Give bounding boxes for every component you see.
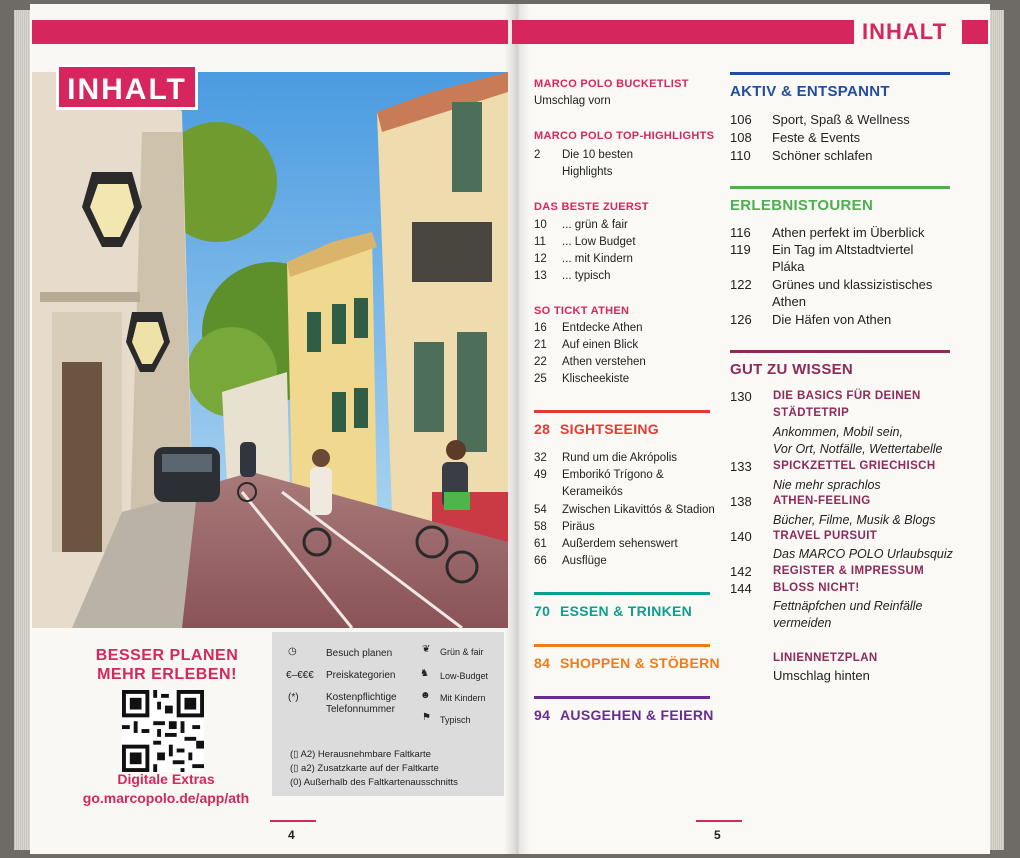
toc-row-num: 142 — [730, 564, 752, 579]
toc-row-title: Außerdem sehenswert — [562, 538, 678, 550]
toc-row-num: 66 — [534, 555, 547, 567]
toc-row-title: Sport, Spaß & Wellness — [772, 112, 910, 127]
toc-row-num: 126 — [730, 312, 752, 327]
shoppen-title[interactable]: SHOPPEN & STÖBERN — [560, 655, 720, 671]
toc-row-title: Auf einen Blick — [562, 339, 639, 351]
ausgehen-num[interactable]: 94 — [534, 707, 551, 723]
toc-row-num: 119 — [730, 242, 751, 257]
toc-row-title: Emborikó Trígono & — [562, 469, 664, 481]
legend-ref-2: (▯ a2) Zusatzkarte auf der Faltkarte — [290, 763, 439, 774]
sightseeing-rule — [534, 410, 710, 413]
toc-row[interactable] — [534, 269, 694, 284]
toc-row[interactable] — [534, 218, 694, 233]
wissen-basics[interactable]: DIE BASICS FÜR DEINEN — [773, 390, 921, 402]
shoppen-rule — [534, 644, 710, 647]
shoppen-num[interactable]: 84 — [534, 655, 551, 671]
page-number-left: 4 — [288, 828, 295, 842]
toc-row-title: Zwischen Likavittós & Stadion — [562, 504, 715, 516]
toc-row[interactable] — [534, 520, 710, 535]
toc-row-title: Die 10 besten — [562, 149, 633, 161]
toc-row[interactable] — [534, 94, 694, 109]
wissen-bloss-nicht[interactable]: BLOSS NICHT! — [773, 582, 860, 594]
toc-row-num: 16 — [534, 322, 547, 334]
plan-title-line-2: MEHR ERLEBEN! — [97, 666, 237, 683]
toc-head-highlights[interactable]: MARCO POLO TOP-HIGHLIGHTS — [534, 130, 715, 142]
wissen-pursuit-sub: Das MARCO POLO Urlaubsquiz — [773, 547, 953, 561]
toc-row-num: 10 — [534, 219, 547, 231]
toc-row-num: 54 — [534, 504, 547, 516]
legend-telefon: Kostenpflichtige Telefonnummer — [326, 692, 397, 715]
essen-num[interactable]: 70 — [534, 603, 551, 619]
phone-symbol: (*) — [288, 692, 299, 703]
toc-row[interactable] — [534, 252, 694, 267]
athens-street-photo — [32, 72, 508, 628]
wissen-num — [730, 493, 770, 510]
toc-row-title: Schöner schlafen — [772, 148, 873, 163]
toc-head-bucketlist[interactable]: MARCO POLO BUCKETLIST — [534, 78, 689, 90]
wissen-rule — [730, 350, 950, 353]
toc-row[interactable] — [730, 276, 950, 293]
toc-row-title: Feste & Events — [772, 130, 861, 145]
header-bar-left — [32, 20, 508, 44]
page-number-line-left — [270, 820, 316, 822]
toc-row-title: Rund um die Akrópolis — [562, 452, 678, 464]
wissen-bloss-nicht-sub-2: vermeiden — [773, 616, 832, 630]
essen-title[interactable]: ESSEN & TRINKEN — [560, 603, 693, 619]
toc-row-num: 138 — [730, 494, 752, 509]
toc-row-title: Entdecke Athen — [562, 322, 643, 334]
flag-icon: ⚑ — [422, 712, 431, 723]
ausgehen-title[interactable]: AUSGEHEN & FEIERN — [560, 707, 714, 723]
toc-row-title: ... typisch — [562, 270, 611, 282]
header-title-right: INHALT — [862, 19, 948, 44]
toc-row[interactable] — [534, 537, 710, 552]
toc-row-num: 116 — [730, 225, 751, 240]
plan-title-line-1: BESSER PLANEN — [95, 647, 239, 664]
toc-row-title: Kerameikós — [562, 486, 623, 498]
toc-row[interactable] — [730, 147, 950, 164]
page-number-right: 5 — [714, 828, 721, 842]
wissen-feeling[interactable]: ATHEN-FEELING — [773, 495, 871, 507]
erlebnis-rule — [730, 186, 950, 189]
toc-row-num: 21 — [534, 339, 547, 351]
page-number-line-right — [696, 820, 742, 822]
toc-row[interactable] — [730, 311, 950, 328]
liniennetzplan-sub: Umschlag hinten — [773, 668, 870, 683]
toc-row-title: Athen verstehen — [562, 356, 646, 368]
toc-row[interactable] — [730, 111, 950, 128]
digital-extras-url[interactable]: go.marcopolo.de/app/ath — [82, 790, 250, 806]
toc-row[interactable] — [730, 241, 950, 258]
toc-row-num: 130 — [730, 389, 752, 404]
toc-row[interactable] — [730, 293, 950, 310]
toc-row-title: ... grün & fair — [562, 219, 628, 231]
wissen-num — [730, 458, 770, 475]
toc-row-num: 144 — [730, 581, 752, 596]
plan-title — [82, 646, 252, 684]
wissen-basics-sub-1: Ankommen, Mobil sein, — [773, 425, 903, 439]
essen-rule — [534, 592, 710, 595]
toc-row-num: 12 — [534, 253, 547, 265]
wissen-title[interactable]: GUT ZU WISSEN — [730, 361, 854, 378]
digital-extras-title: Digitale Extras — [117, 771, 215, 787]
wissen-spickzettel[interactable]: SPICKZETTEL GRIECHISCH — [773, 460, 936, 472]
legend-besuch: Besuch planen — [326, 648, 393, 659]
toc-row-title: ... Low Budget — [562, 236, 636, 248]
toc-row-num: 25 — [534, 373, 547, 385]
legend-box — [272, 632, 504, 796]
toc-row[interactable] — [534, 451, 710, 466]
toc-row[interactable] — [534, 485, 710, 500]
toc-row[interactable] — [534, 321, 694, 336]
sightseeing-title[interactable]: SIGHTSEEING — [560, 421, 659, 437]
clock-icon: ◷ — [288, 646, 297, 657]
aktiv-rule — [730, 72, 950, 75]
children-icon: ☻ — [420, 690, 431, 701]
sightseeing-num[interactable]: 28 — [534, 421, 551, 437]
wissen-num — [730, 563, 770, 580]
qr-code-icon[interactable] — [122, 690, 204, 772]
toc-row-num: 13 — [534, 270, 547, 282]
toc-row[interactable] — [534, 372, 694, 387]
toc-row-title: Piräus — [562, 521, 595, 533]
wissen-basics-2[interactable]: STÄDTETRIP — [773, 407, 850, 419]
wissen-num — [730, 580, 770, 597]
toc-row[interactable] — [730, 129, 950, 146]
piggy-bank-icon: ♞ — [420, 668, 429, 679]
toc-row[interactable] — [534, 338, 694, 353]
toc-row-title: Athen perfekt im Überblick — [772, 225, 925, 240]
toc-row-title: Ausflüge — [562, 555, 607, 567]
digital-extras — [56, 770, 276, 808]
toc-row[interactable] — [534, 468, 710, 483]
inhalt-badge: INHALT — [56, 64, 198, 110]
toc-row[interactable] — [730, 224, 950, 241]
ausgehen-rule — [534, 696, 710, 699]
wissen-pursuit[interactable]: TRAVEL PURSUIT — [773, 530, 878, 542]
aktiv-title[interactable]: AKTIV & ENTSPANNT — [730, 83, 890, 100]
toc-row-num: 140 — [730, 529, 752, 544]
toc-row[interactable] — [534, 165, 694, 180]
toc-row-num: 61 — [534, 538, 547, 550]
wissen-num — [730, 528, 770, 545]
toc-head-das-beste[interactable]: DAS BESTE ZUERST — [534, 201, 649, 213]
toc-row[interactable] — [534, 235, 694, 250]
header-bar-right — [512, 20, 854, 44]
legend-preis: Preiskategorien — [326, 670, 396, 681]
page-edges-right — [990, 10, 1004, 850]
leaf-icon: ❦ — [422, 644, 431, 655]
toc-row[interactable] — [730, 258, 950, 275]
toc-row[interactable] — [534, 148, 694, 163]
toc-row-num: 2 — [534, 149, 541, 161]
toc-row-num: 133 — [730, 459, 752, 474]
toc-row[interactable] — [534, 355, 694, 370]
legend-ref-3: (0) Außerhalb des Faltkartenausschnitts — [290, 777, 458, 788]
toc-row-title: Umschlag vorn — [534, 95, 611, 107]
legend-ref-1: (▯ A2) Herausnehmbare Faltkarte — [290, 749, 431, 760]
toc-row-title: Grünes und klassizistisches — [772, 277, 933, 292]
price-symbol: €–€€€ — [286, 670, 314, 681]
wissen-bloss-nicht-sub-1: Fettnäpfchen und Reinfälle — [773, 599, 923, 613]
erlebnis-title[interactable]: ERLEBNISTOUREN — [730, 197, 874, 214]
legend-lowbudget: Low-Budget — [440, 671, 489, 681]
toc-row-num: 22 — [534, 356, 547, 368]
toc-row-num: 49 — [534, 469, 547, 481]
toc-row-num: 11 — [534, 236, 546, 248]
toc-row-title: Athen — [772, 294, 806, 309]
liniennetzplan-title[interactable]: LINIENNETZPLAN — [773, 652, 878, 664]
toc-head-so-tickt[interactable]: SO TICKT ATHEN — [534, 305, 630, 317]
toc-row-title: Pláka — [772, 259, 805, 274]
toc-row-title: ... mit Kindern — [562, 253, 633, 265]
toc-row-title: Highlights — [562, 166, 613, 178]
toc-row-num: 122 — [730, 277, 752, 292]
toc-row-num: 110 — [730, 148, 751, 163]
header-bar-right-tail — [962, 20, 988, 44]
wissen-register[interactable]: REGISTER & IMPRESSUM — [773, 565, 925, 577]
legend-gruen: Grün & fair — [440, 647, 484, 657]
toc-row[interactable] — [534, 554, 710, 569]
toc-row[interactable] — [534, 503, 715, 518]
toc-row-num: 58 — [534, 521, 547, 533]
wissen-num — [730, 388, 770, 405]
toc-row-num: 108 — [730, 130, 752, 145]
page-edges-left — [14, 10, 30, 850]
wissen-feeling-sub: Bücher, Filme, Musik & Blogs — [773, 513, 936, 527]
toc-row-num: 32 — [534, 452, 547, 464]
wissen-spickzettel-sub: Nie mehr sprachlos — [773, 478, 881, 492]
legend-typisch: Typisch — [440, 715, 471, 725]
toc-row-title: Ein Tag im Altstadtviertel — [772, 242, 914, 257]
toc-row-title: Die Häfen von Athen — [772, 312, 892, 327]
legend-kinder: Mit Kindern — [440, 693, 486, 703]
toc-row-title: Klischeekiste — [562, 373, 630, 385]
toc-row-num: 106 — [730, 112, 752, 127]
wissen-basics-sub-2: Vor Ort, Notfälle, Wettertabelle — [773, 442, 943, 456]
